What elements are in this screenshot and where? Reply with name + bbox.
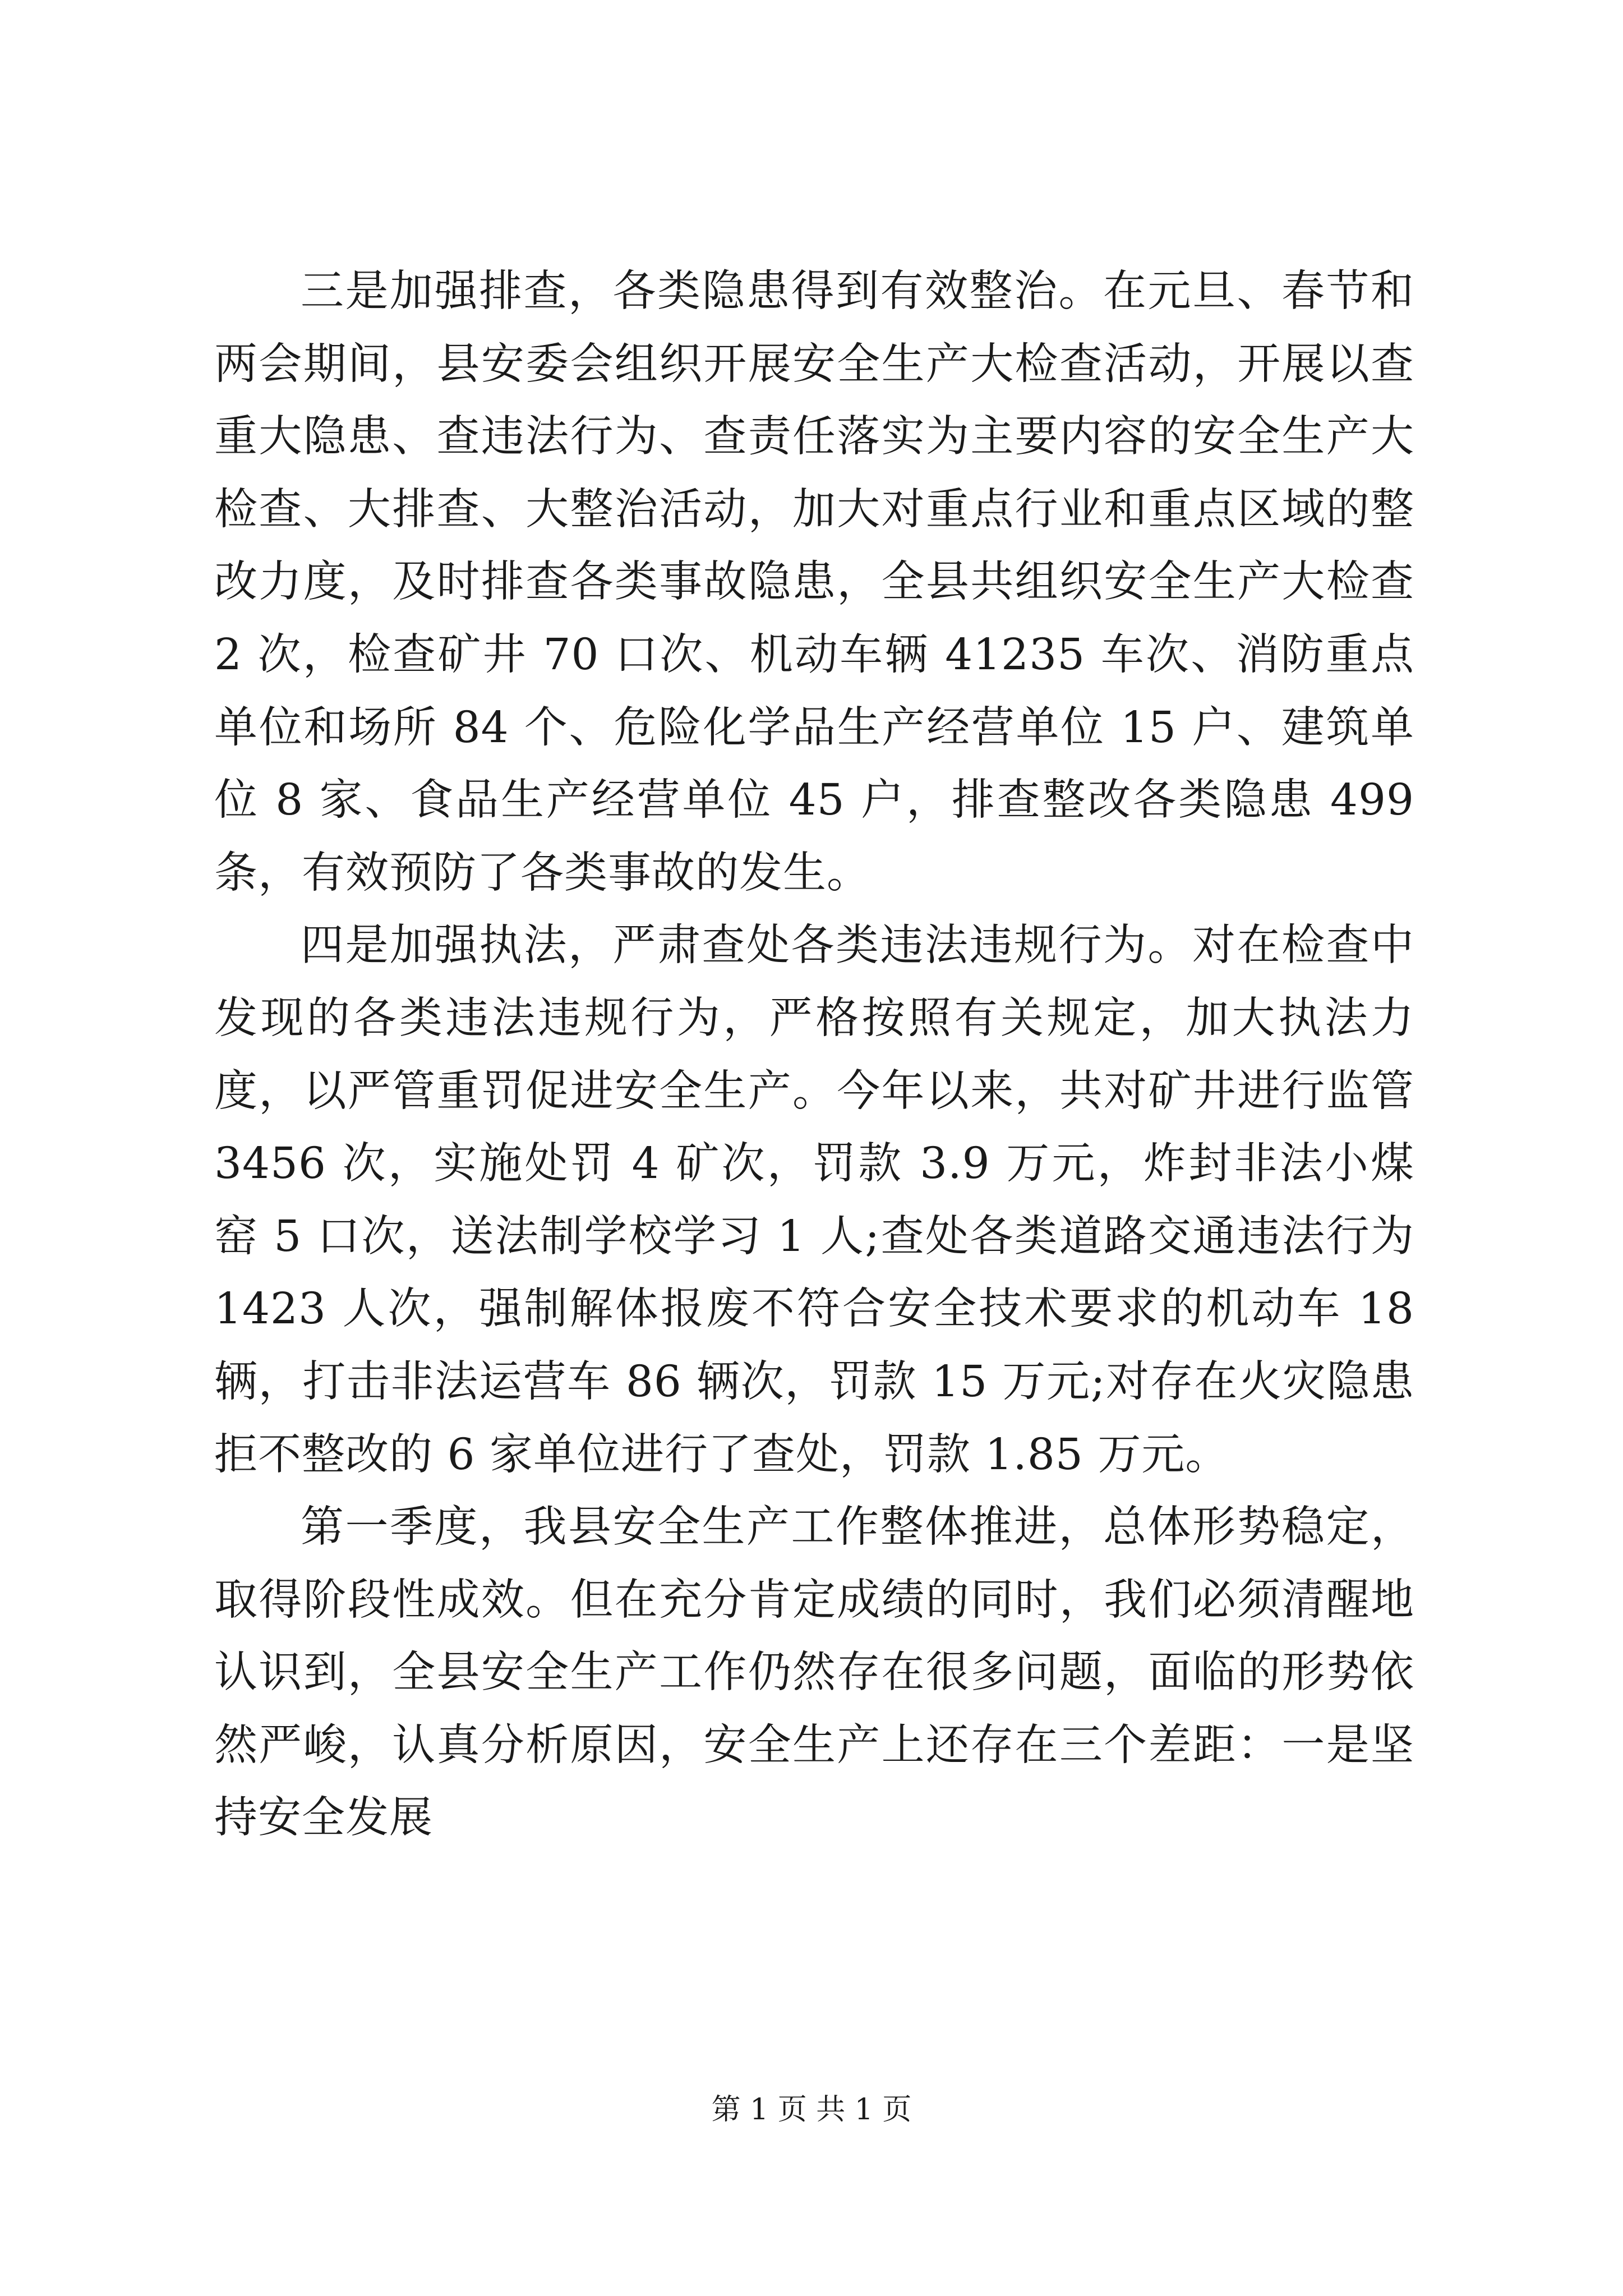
page-footer: 第 1 页 共 1 页 <box>711 2093 912 2127</box>
paragraph-first-quarter: 第一季度，我县安全生产工作整体推进，总体形势稳定，取得阶段性成效。但在充分肯定成绩的同时，我们必须清醒地认识到，全县安全生产工作仍然存在很多问题，面临的形势依然严峻，认真分析原因，安全生产上还存在三个差距：一是坚持安全发展 <box>214 1502 1414 1843</box>
document-body <box>214 255 1414 1855</box>
paragraph-enforcement: 四是加强执法，严肃查处各类违法违规行为。对在检查中发现的各类违法违规行为，严格按照有关规定，加大执法力度，以严管重罚促进安全生产。今年以来，共对矿井进行监管 3456 次，实施处罚 4 矿次，罚款 3.9 万元，炸封非法小煤窑 5 口次，送法制学校学习 1 人;查处各类道路交通违法行为 1423 人次，强制解体报废不符合安全技术要求的机动车 18 辆，打击非法运营车 86 辆次，罚款 15 万元;对存在火灾隐患拒不整改的 6 家单位进行了查处，罚款 1.85 万元。 <box>214 921 1414 1480</box>
paragraph-inspection: 三是加强排查，各类隐患得到有效整治。在元旦、春节和两会期间，县安委会组织开展安全生产大检查活动，开展以查重大隐患、查违法行为、查责任落实为主要内容的安全生产大检查、大排查、大整治活动，加大对重点行业和重点区域的整改力度，及时排查各类事故隐患，全县共组织安全生产大检查 2 次，检查矿井 70 口次、机动车辆 41235 车次、消防重点单位和场所 84 个、危险化学品生产经营单位 15 户、建筑单位 8 家、食品生产经营单位 45 户，排查整改各类隐患 499 条，有效预防了各类事故的发生。 <box>214 266 1414 898</box>
